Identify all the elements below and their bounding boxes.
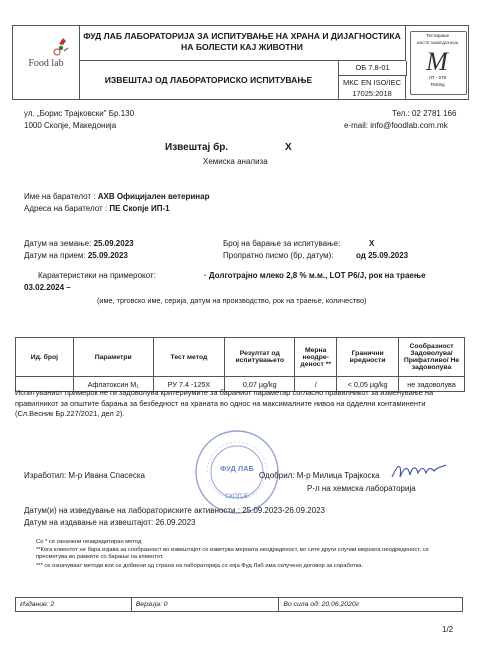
cell-conformity: не задоволува: [399, 377, 465, 392]
approved-by: Одобрил: М-р Милица Трајкоска: [259, 471, 380, 480]
cell-parameter: Афлатоксин M₁: [73, 377, 153, 392]
client-name: [24, 192, 209, 201]
client-name-label: Име на барателот :: [24, 192, 96, 201]
col-header-id: Ид. број: [16, 338, 74, 377]
date-taken: [24, 239, 134, 248]
col-header-parameter: Параметри: [73, 338, 153, 377]
email-address: e-mail: info@foodlab.com.mk: [344, 121, 448, 130]
phone-number: Тел.: 02 2781 166: [392, 109, 457, 118]
request-number-value: X: [369, 239, 375, 248]
accreditation-stamp: [407, 26, 468, 99]
document-code: ОБ 7.8-01: [339, 61, 407, 76]
col-header-limits: Гранични вредности: [337, 338, 399, 377]
report-number: X: [285, 142, 292, 153]
cover-letter-label: Пропратно писмо (бр, датум):: [223, 251, 334, 260]
footer-version: Верзија: 0: [131, 598, 279, 612]
sample-description: · Долготрајно млеко 2,8 % м.м., LOT P6/J, рок на траење: [204, 271, 426, 280]
stamp-bottom-text: Testing: [430, 82, 445, 87]
footnote-2: **Кога клиентот не бара изјава за сообразност во извештајот се изветува мерната неодреденост, во сите други случаи мерната неодреденост, се пресметува во рамките со барање на клиентот.: [36, 547, 429, 560]
address-city: 1000 Скопје, Македонија: [24, 121, 117, 130]
standard-line-1: МКС EN ISO/IEC: [342, 78, 402, 87]
report-subtitle: ИЗВЕШТАЈ ОД ЛАБОРАТОРИСКО ИСПИТУВАЊЕ: [79, 61, 339, 99]
results-header-row: [16, 338, 465, 377]
cell-method: РУ 7.4 -125X: [153, 377, 225, 392]
round-stamp-city: СКОПЈЕ: [225, 494, 249, 500]
company-logo: [13, 26, 80, 99]
stamp-number: ЛТ - 076: [428, 75, 447, 80]
analysis-type: Хемиска анализа: [203, 157, 268, 166]
results-table: [15, 337, 465, 392]
footnote-1: Со * се означени неакредитиран метод: [36, 539, 142, 545]
date-received: [24, 251, 128, 260]
footer-table: [15, 597, 463, 612]
client-address-label: Адреса на барателот :: [24, 204, 108, 213]
client-address-value: ПЕ Скопје ИП-1: [109, 204, 170, 213]
activities-dates: Датум(и) на изведување на лабораториските активности : 25.09.2023-26.09.2023: [24, 506, 325, 515]
cell-uncertainty: /: [295, 377, 337, 392]
approved-role: Р-л на хемиска лабораторија: [307, 484, 416, 493]
accreditation-monogram-icon: [422, 46, 453, 74]
footnote-3: *** се означуваат методи кои се добиени од страна на лабораторија со која Фуд Лаб има склучено договор за соработка.: [36, 563, 364, 569]
footer-valid-from: Во сила од: 20.06.2020г: [279, 598, 463, 612]
address-street: ул. „Борис Трајковски" Бр.130: [24, 109, 135, 118]
request-number-label: Број на барање за испитување:: [223, 239, 341, 248]
date-taken-value: 25.09.2023: [93, 239, 134, 248]
stamp-mid-text: ИАСТЕ МАКЕДОНИЈА: [416, 40, 459, 45]
date-taken-label: Датум на земање:: [24, 239, 92, 248]
standard-line-2: 17025:2018: [352, 89, 392, 98]
col-header-method: Тест метод: [153, 338, 225, 377]
standard-reference: [339, 75, 406, 99]
date-received-value: 25.09.2023: [87, 251, 128, 260]
round-stamp-main: ФУД ЛАБ: [220, 464, 254, 473]
col-header-result: Резултат од испитувањето: [225, 338, 295, 377]
sample-note: (име, трговско име, серија, датум на производство, рок на траење, количество): [97, 296, 367, 305]
report-header: [12, 25, 469, 100]
cell-limits: < 0,05 µg/kg: [337, 377, 399, 392]
report-title-label: Извештај бр.: [165, 142, 229, 153]
col-header-uncertainty: Мерна неодре-деност **: [295, 338, 337, 377]
page-number: 1/2: [442, 625, 454, 634]
svg-text:M: M: [426, 47, 448, 74]
signature-icon: [390, 459, 454, 483]
sample-description-cont: 03.02.2024 –: [24, 283, 71, 292]
lab-title: ФУД ЛАБ ЛАБОРАТОРИЈА ЗА ИСПИТУВАЊЕ НА ХРАНА И ДИЈАГНОСТИКА НА БОЛЕСТИ КАЈ ЖИВОТНИ: [79, 26, 406, 61]
col-header-conformity: Сообразност Задоволува/ Прифатливо/ Не задоволува: [399, 338, 465, 377]
stamp-top-text: Тестирање: [426, 33, 449, 38]
sample-label: Карактеристики на примерокот:: [38, 271, 156, 280]
client-address: [24, 204, 170, 213]
client-name-value: АХВ Официјален ветеринар: [97, 192, 210, 201]
issue-date: Датум на издавање на извештајот: 26.09.2023: [24, 518, 196, 527]
footer-row: [16, 598, 463, 612]
conclusion-text: Испитуваниот примерок не ги задоволува критериумите за бараниот параметар согласно правилникот за изменување на правилникот за општите барања за безбедност на храната во однос на максималните нивоа на одделни контаминенти (Сл.Весник Бр.227/2021, дел 2).: [15, 388, 434, 418]
footer-edition: Издание: 2: [16, 598, 132, 612]
cover-letter-value: од 25.09.2023: [356, 251, 409, 260]
cell-result: 0,07 µg/kg: [225, 377, 295, 392]
logo-text: Food lab: [28, 58, 64, 69]
prepared-by: Изработил: М-р Ивана Спасеска: [24, 471, 145, 480]
date-received-label: Датум на прием:: [24, 251, 86, 260]
